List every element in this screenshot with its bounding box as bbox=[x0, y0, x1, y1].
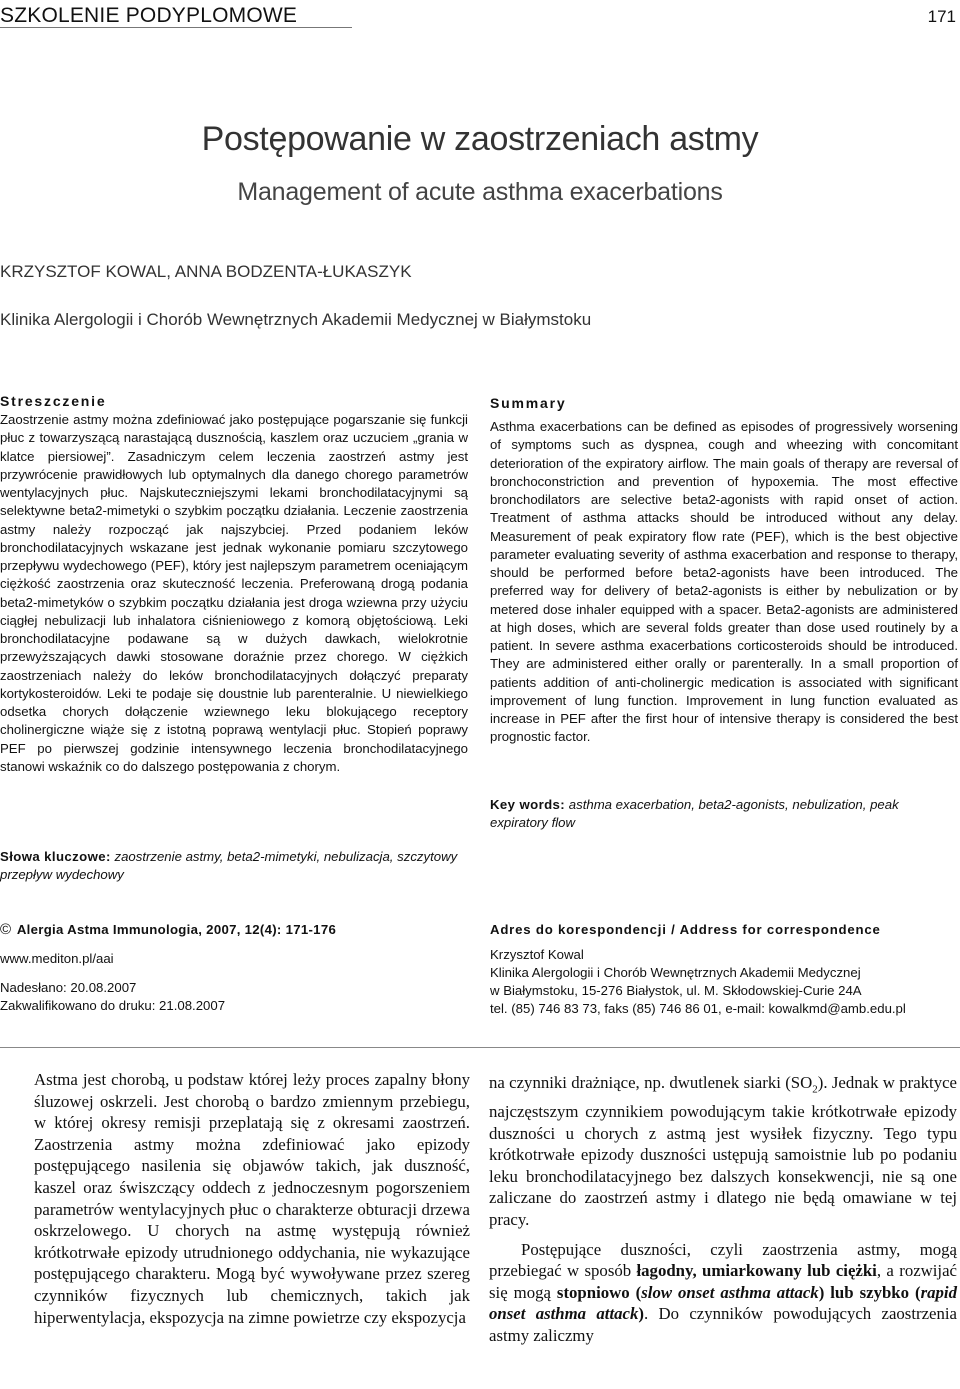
abstract-en-text: Asthma exacerbations can be defined as episodes of progressively worsening of symptoms such as dyspnea, cough and wheezing with concomitant deterioration of the expiratory airflow. The main goals of therapy are reversal of bronchoconstriction and prevention of hypoxemia. The most effective bronchodilators are selective beta2-agonists with rapid onset of action. Treatment of asthma attacks should be introduced without any delay. Measurement of peak expiratory flow rate (PEF), which is the best objective parameter evaluating severity of asthma exacerbation and response to therapy, should be performed before beta2-agonists have been introduced. The preferred way for delivery of beta2-agonists is either by nebulization or by metered dose inhaler equipped with a spacer. Beta2-agonists are administered at high doses, which are several folds greater than dose used routinely by a patient. In severe asthma exacerbations corticosteroids should be introduced. They are administered either orally or parenterally. In a small proportion of patients addition of anti-cholinergic medication is associated with significant improvement of lung function. Improvement in lung function evaluated as increase in PEF after the first hour of intensive therapy is considered the best prognostic factor. bbox=[490, 419, 958, 745]
journal-reference: Alergia Astma Immunologia, 2007, 12(4): 171-176 bbox=[16, 922, 337, 937]
abstract-pl-text: Zaostrzenie astmy można zdefiniować jako postępujące pogarszanie się funkcji płuc z towarzyszącą narastającą dusznością, kaszlem oraz uczuciem „grania w klatce piersiowej”. Zasadniczym celem leczenia zaostrzeń astmy jest przywrócenie prawidłowych lub optymalnych dla danego chorego parametrów wentylacyjnych płuc. Najskuteczniejszymi lekami bronchodilatacyjnymi są selektywne beta2-mimetyki o szybkim początku działania. Leczenie zaostrzenia astmy należy rozpocząć jak najszybciej. Przed podaniem leków bronchodilatacyjnych wskazane jest jednak wykonanie pomiaru szczytowego przepływu wydechowego (PEF), który jest najlepszym parametrem oceniającym ciężkość zaostrzenia oraz skuteczność leczenia. Preferowaną drogą podania beta2-mimetyków o szybkim początku działania jest droga wziewna przy użyciu ciągłej nebulizacji lub inhalatora ciśnieniowego z komorą objętościową. Leki bronchodilatacyjne podawane są w dużych dawkach, wielokrotnie przewyższających dawki stosowane doraźnie przez chorego. W ciężkich zaostrzeniach należy do leków bronchodilatacyjnych dołączyć preparaty kortykosteroidów. Leki te podaje się doustnie lub parenteralnie. U niewielkiego odsetka chorych dołączenie wziewnego leku blokującego receptory cholinergiczne wiąże się z istotną poprawą wentylacji płuc. Stopień poprawy PEF po pierwszej godzinie intensywnego leczenia bronchodilatacyjnego stanowi wskaźnik co do dalszego postępowania z chorym. bbox=[0, 412, 468, 774]
onset-term-rapid: ) lub szybko ( bbox=[818, 1282, 921, 1302]
copyright-icon: © bbox=[0, 921, 12, 938]
keywords-pl-values: zaostrzenie astmy, beta2-mimetyki, nebulizacja, szczytowy przepływ wydechowy bbox=[0, 849, 458, 883]
onset-term-slow: stopniowo ( bbox=[556, 1282, 642, 1302]
closing-paren: ) bbox=[638, 1304, 644, 1324]
body-text: na czynniki drażniące, np. dwutlenek siarki (SO bbox=[489, 1073, 813, 1092]
body-text: ). Jednak w praktyce najczęstszym czynnikiem powodującym takie krótkotrwałe epizody duszności u chorych z astmą jest wysiłek fizyczny. Tego typu krótkotrwałe epizody duszności ustępują samoistnie lub po podaniu leku bronchodilatacyjnego bez dalszych konsekwencji, nie są one zaliczane do zaostrzeń astmy i dlatego nie będą omawiane w tej pracy. bbox=[489, 1073, 957, 1229]
severity-terms: łagodny, umiarkowany lub ciężki bbox=[636, 1261, 877, 1281]
title-english: Management of acute asthma exacerbations bbox=[237, 178, 723, 206]
abstract-pl-heading: Streszczenie bbox=[0, 393, 107, 409]
running-head: SZKOLENIE PODYPLOMOWE bbox=[0, 4, 298, 27]
accepted-date: Zakwalifikowano do druku: 21.08.2007 bbox=[0, 998, 226, 1013]
body-column-left bbox=[34, 1069, 470, 1328]
body-column-right bbox=[489, 1072, 957, 1346]
title-polish: Postępowanie w zaostrzeniach astmy bbox=[201, 120, 759, 158]
section-divider bbox=[0, 1047, 960, 1048]
onset-term-rapid-en: rapid onset asthma attack bbox=[489, 1282, 957, 1324]
body-paragraph bbox=[489, 1072, 957, 1231]
page-number: 171 bbox=[927, 7, 956, 26]
affiliation: Klinika Alergologii i Chorób Wewnętrznych Akademii Medycznej w Białymstoku bbox=[0, 310, 592, 329]
keywords-en bbox=[490, 796, 958, 833]
correspondence-clinic: Klinika Alergologii i Chorób Wewnętrznych Akademii Medycznej bbox=[490, 965, 861, 980]
correspondence-contact: tel. (85) 746 83 73, faks (85) 746 86 01, e-mail: kowalkmd@amb.edu.pl bbox=[490, 1001, 906, 1016]
body-paragraph: Astma jest chorobą, u podstaw której leży proces zapalny błony śluzowej oskrzeli. Jest chorobą o bardzo zmiennym przebiegu, w której okresy remisji przeplatają się z okresami zaostrzeń. Zaostrzenia astmy można zdefiniować jako epizody postępującego nasilenia się objawów takich, jak duszność, kaszel oraz świszczący oddech z jednoczesnym pogorszeniem parametrów wentylacyjnych płuc o charakterze obturacji drzewa oskrzelowego. U chorych na astmę występują również krótkotrwałe epizody utrudnionego oddychania, nie wykazujące postępującego charakteru. Mogą być wywoływane przez szereg czynników fizycznych lub chemicznych, takich jak hiperwentylacja, ekspozycja na zimne powietrze czy ekspozycja bbox=[34, 1070, 470, 1327]
header-rule bbox=[0, 27, 352, 28]
keywords-pl-label: Słowa kluczowe: bbox=[0, 849, 111, 864]
keywords-pl bbox=[0, 848, 468, 885]
body-text: Postępujące duszności, czyli zaostrzenia astmy, mogą przebiegać w sposób bbox=[489, 1239, 957, 1281]
body-text: , a rozwijać się mogą bbox=[489, 1261, 957, 1302]
correspondence-name: Krzysztof Kowal bbox=[490, 947, 584, 962]
correspondence-address: w Białymstoku, 15-276 Białystok, ul. M. Skłodowskiej-Curie 24A bbox=[490, 983, 862, 998]
subscript: 2 bbox=[812, 1083, 818, 1096]
abstract-en-heading: Summary bbox=[490, 395, 567, 411]
journal-citation bbox=[0, 921, 336, 939]
correspondence-heading: Adres do korespondencji / Address for correspondence bbox=[490, 922, 881, 937]
keywords-en-label: Key words: bbox=[490, 797, 566, 812]
onset-term-slow-en: slow onset asthma attack bbox=[641, 1282, 819, 1302]
authors: KRZYSZTOF KOWAL, ANNA BODZENTA-ŁUKASZYK bbox=[0, 262, 412, 281]
body-paragraph bbox=[489, 1239, 957, 1347]
received-date: Nadesłano: 20.08.2007 bbox=[0, 980, 137, 995]
journal-website[interactable]: www.mediton.pl/aai bbox=[0, 951, 114, 966]
body-text: . Do czynników powodujących zaostrzenia astmy zaliczmy bbox=[489, 1304, 957, 1345]
keywords-en-values: asthma exacerbation, beta2-agonists, nebulization, peak expiratory flow bbox=[490, 797, 899, 831]
